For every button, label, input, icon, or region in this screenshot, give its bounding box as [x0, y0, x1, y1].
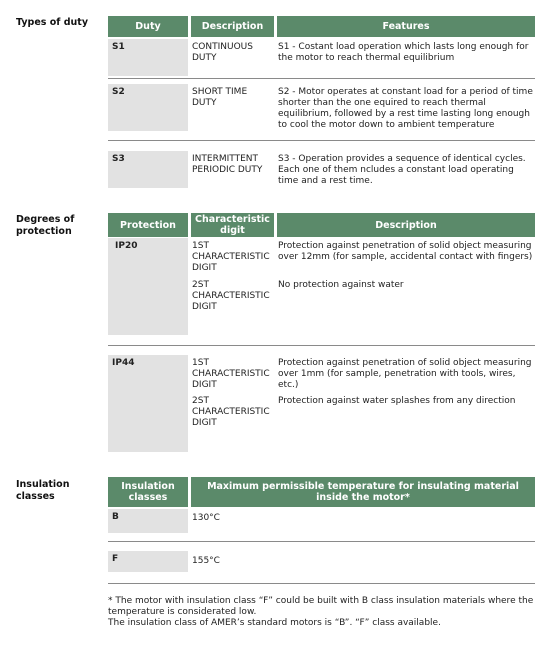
header-description: Description — [191, 16, 274, 37]
header-characteristic-digit: Characteristic digit — [191, 213, 274, 237]
row-divider — [108, 583, 535, 584]
header-protection-description: Description — [277, 213, 535, 237]
section-title-insulation: Insulation classes — [16, 479, 70, 502]
header-insulation-classes: Insulation classes — [108, 477, 188, 507]
ip44-digit2-label: 2ST CHARACTERISTIC DIGIT — [192, 396, 270, 428]
duty-code-s2: S2 — [108, 84, 188, 131]
header-max-temperature: Maximum permissible temperature for insulating material inside the motor* — [191, 477, 535, 507]
duty-description-s1: CONTINUOUS DUTY — [192, 42, 253, 63]
insulation-footnote: * The motor with insulation class “F” could be built with B class insulation materials where the temperature is considerated low. The insulation class of AMER’s standard motors is “B”. “F” class available. — [108, 596, 534, 628]
duty-features-s1: S1 - Costant load operation which lasts long enough for the motor to reach thermal equilibrium — [278, 42, 529, 63]
protection-code-ip20: IP20 — [108, 238, 188, 335]
insulation-class-f: F — [108, 551, 188, 572]
row-divider — [108, 345, 535, 346]
header-protection: Protection — [108, 213, 188, 237]
duty-code-s3: S3 — [108, 151, 188, 188]
duty-features-s2: S2 - Motor operates at constant load for a period of time shorter than the one equired to reach thermal equilibrium, followed by a rest time lasting long enough to cool the motor down to ambient temperature — [278, 87, 533, 130]
ip20-digit2-description: No protection against water — [278, 280, 404, 290]
protection-code-ip44: IP44 — [108, 355, 188, 452]
header-duty: Duty — [108, 16, 188, 37]
insulation-temp-f: 155°C — [192, 556, 220, 566]
ip20-digit1-description: Protection against penetration of solid object measuring over 12mm (for sample, accidental contact with fingers) — [278, 241, 533, 262]
section-title-duty: Types of duty — [16, 17, 89, 28]
duty-features-s3: S3 - Operation provides a sequence of identical cycles. Each one of them ncludes a constant load operating time and a rest time. — [278, 154, 526, 186]
row-divider — [108, 140, 535, 141]
ip20-digit2-label: 2ST CHARACTERISTIC DIGIT — [192, 280, 270, 312]
section-title-protection: Degrees of protection — [16, 214, 75, 237]
ip44-digit1-description: Protection against penetration of solid object measuring over 1mm (for sample, penetration with tools, wires, etc.) — [278, 358, 532, 390]
duty-code-s1: S1 — [108, 39, 188, 76]
insulation-class-b: B — [108, 509, 188, 533]
row-divider — [108, 78, 535, 79]
duty-description-s2: SHORT TIME DUTY — [192, 87, 248, 108]
ip44-digit1-label: 1ST CHARACTERISTIC DIGIT — [192, 358, 270, 390]
header-features: Features — [277, 16, 535, 37]
ip44-digit2-description: Protection against water splashes from any direction — [278, 396, 516, 406]
ip20-digit1-label: 1ST CHARACTERISTIC DIGIT — [192, 241, 270, 273]
row-divider — [108, 541, 535, 542]
insulation-temp-b: 130°C — [192, 513, 220, 523]
duty-description-s3: INTERMITTENT PERIODIC DUTY — [192, 154, 263, 175]
